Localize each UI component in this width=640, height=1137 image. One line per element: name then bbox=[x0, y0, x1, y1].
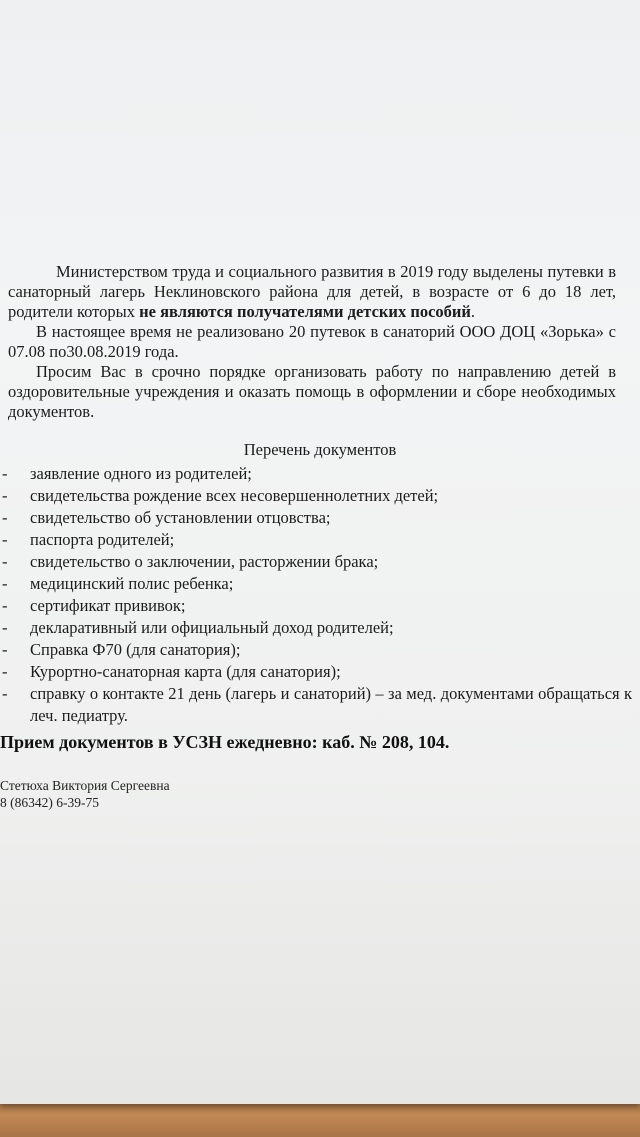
list-bullet: - bbox=[2, 640, 8, 659]
contact-phone: 8 (86342) 6-39-75 bbox=[0, 795, 99, 810]
list-bullet: - bbox=[2, 574, 8, 593]
list-bullet: - bbox=[2, 464, 8, 483]
list-bullet: - bbox=[2, 662, 8, 681]
intro-bold-phrase: не являются получателями детских пособий bbox=[139, 302, 471, 321]
list-item: - Справка Ф70 (для санатория); bbox=[2, 640, 241, 659]
list-bullet: - bbox=[2, 618, 8, 637]
list-item: - медицинский полис ребенка; bbox=[2, 574, 234, 593]
list-item: - декларативный или официальный доход родителей; bbox=[2, 618, 394, 637]
list-bullet: - bbox=[2, 684, 8, 703]
list-bullet: - bbox=[2, 530, 8, 549]
documents-list-title: Перечень документов bbox=[243, 440, 397, 459]
list-item: - заявление одного из родителей; bbox=[2, 464, 252, 483]
list-item: - сертификат прививок; bbox=[2, 596, 186, 615]
list-bullet: - bbox=[2, 508, 8, 527]
contact-name: Стетюха Виктория Сергеевна bbox=[0, 778, 170, 793]
documents-list bbox=[0, 463, 632, 727]
list-item: - свидетельства рождение всех несовершеннолетних детей; bbox=[2, 486, 439, 505]
list-item: - свидетельство об установлении отцовства; bbox=[2, 508, 331, 527]
list-bullet: - bbox=[2, 552, 8, 571]
list-item: - паспорта родителей; bbox=[2, 530, 175, 549]
intro-paragraph-3: Просим Вас в срочно порядке организовать работу по направлению детей в оздоровительные учреждения и оказать помощь в оформлении и сборе необходимых документов. bbox=[8, 362, 616, 421]
list-item: - справку о контакте 21 день (лагерь и санаторий) – за мед. документами обращаться к леч. педиатру. bbox=[2, 684, 632, 725]
list-item: - Курортно-санаторная карта (для санатория); bbox=[2, 662, 341, 681]
intro-paragraph-1: Министерством труда и социального развития в 2019 году выделены путевки в санаторный лагерь Неклиновского района для детей, в возрасте от 6 до 18 лет, родители которых не являются получателями детских пособий. bbox=[8, 262, 616, 321]
list-item: - свидетельство о заключении, расторжении брака; bbox=[2, 552, 379, 571]
list-bullet: - bbox=[2, 486, 8, 505]
intro-paragraph-2: В настоящее время не реализовано 20 путевок в санаторий ООО ДОЦ «Зорька» с 07.08 по30.08.2019 года. bbox=[8, 322, 616, 361]
list-bullet: - bbox=[2, 596, 8, 615]
reception-notice: Прием документов в УСЗН ежедневно: каб. № 208, 104. bbox=[0, 732, 450, 752]
